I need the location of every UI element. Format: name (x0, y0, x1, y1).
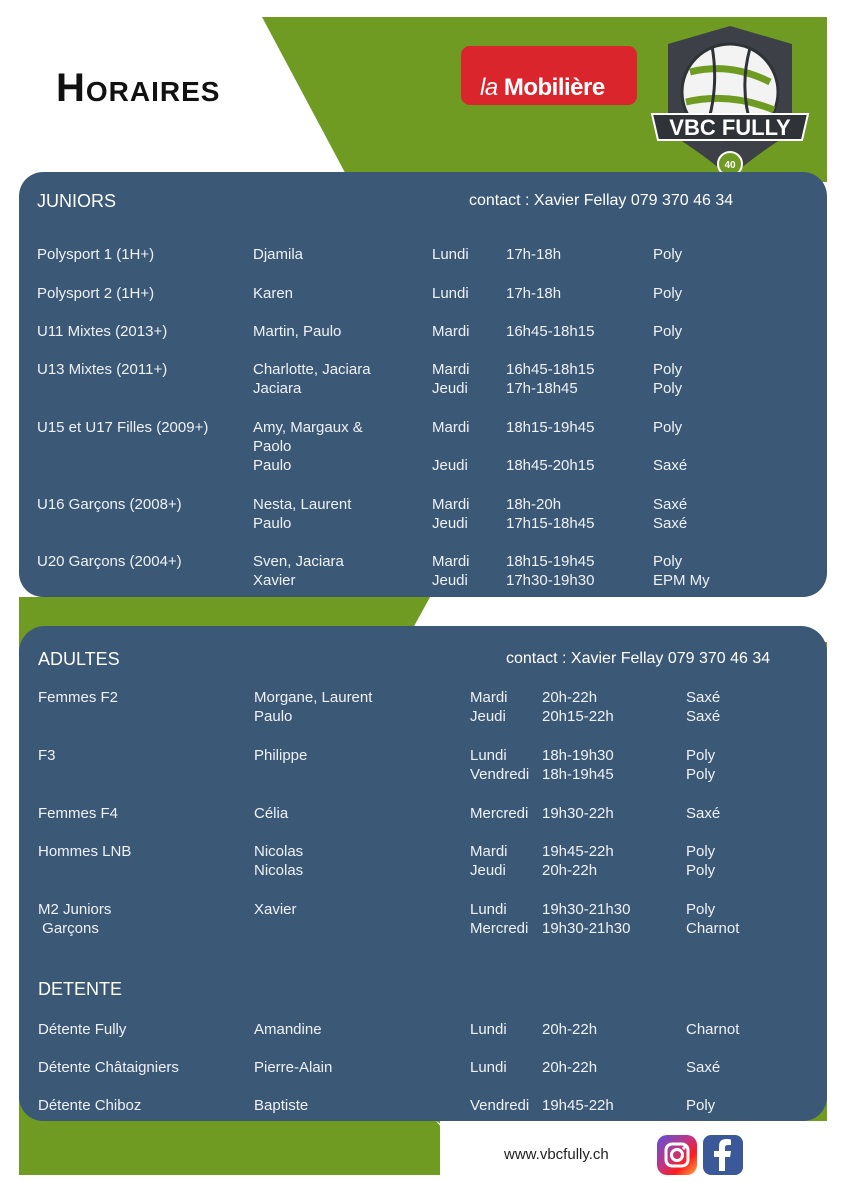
juniors-title: JUNIORS (37, 191, 117, 211)
detente-day: Vendredi (470, 1097, 530, 1114)
adultes-day: Lundi Vendredi (470, 747, 530, 783)
juniors-day: Mardi Jeudi (432, 553, 470, 589)
juniors-place: Poly (653, 323, 683, 340)
adultes-time: 18h-19h30 18h-19h45 (542, 747, 614, 783)
detente-place: Saxé (686, 1059, 721, 1076)
juniors-panel (19, 172, 827, 597)
adultes-team: M2 Juniors Garçons (38, 901, 112, 937)
detente-team: Détente Fully (38, 1021, 127, 1038)
adultes-place: Saxé (686, 805, 721, 822)
adultes-time: 19h30-22h (542, 805, 614, 822)
adultes-day: Mercredi (470, 805, 529, 822)
juniors-coach: Charlotte, Jaciara Jaciara (253, 361, 371, 397)
juniors-team: U15 et U17 Filles (2009+) (37, 419, 209, 436)
detente-coach: Amandine (254, 1021, 322, 1038)
logo-text: VBC FULLY (669, 115, 791, 140)
logo-badge: 40 (724, 160, 736, 171)
juniors-place: Poly (653, 285, 683, 302)
juniors-day: Mardi Jeudi (432, 496, 470, 532)
instagram-icon[interactable] (657, 1135, 697, 1175)
juniors-team: U11 Mixtes (2013+) (37, 323, 168, 340)
adultes-place: Poly Poly (686, 843, 716, 879)
detente-time: 19h45-22h (542, 1097, 614, 1114)
adultes-coach: Xavier (254, 901, 297, 918)
adultes-team: Hommes LNB (38, 843, 132, 860)
adultes-day: Mardi Jeudi (470, 843, 508, 879)
detente-coach: Pierre-Alain (254, 1059, 333, 1076)
juniors-place: Poly EPM My (653, 553, 710, 589)
juniors-coach: Martin, Paulo (253, 323, 342, 340)
detente-time: 20h-22h (542, 1059, 598, 1076)
juniors-coach: Nesta, Laurent Paulo (253, 496, 352, 532)
detente-day: Lundi (470, 1021, 507, 1038)
adultes-time: 20h-22h 20h15-22h (542, 689, 614, 725)
detente-place: Poly (686, 1097, 716, 1114)
detente-title: DETENTE (38, 979, 123, 999)
juniors-day: Mardi (432, 323, 470, 340)
juniors-time: 16h45-18h15 (506, 323, 595, 340)
juniors-place: Saxé Saxé (653, 496, 688, 532)
detente-coach: Baptiste (254, 1097, 309, 1114)
juniors-time: 17h-18h (506, 246, 562, 263)
website-link[interactable]: www.vbcfully.ch (504, 1146, 609, 1163)
juniors-team: U16 Garçons (2008+) (37, 496, 182, 513)
adultes-time: 19h30-21h30 19h30-21h30 (542, 901, 631, 937)
detente-team: Détente Chiboz (38, 1097, 142, 1114)
juniors-place: Poly Poly (653, 361, 683, 397)
detente-day: Lundi (470, 1059, 507, 1076)
juniors-contact: contact : Xavier Fellay 079 370 46 34 (469, 192, 734, 209)
page-title: Horaires (56, 66, 221, 110)
adultes-day: Lundi Mercredi (470, 901, 529, 937)
adultes-panel (19, 626, 827, 1121)
juniors-coach: Sven, Jaciara Xavier (253, 553, 344, 589)
juniors-coach: Amy, Margaux & Paolo Paulo (253, 419, 363, 474)
adultes-team: Femmes F4 (38, 805, 119, 822)
detente-team: Détente Châtaigniers (38, 1059, 179, 1076)
adultes-coach: Morgane, Laurent Paulo (254, 689, 373, 725)
juniors-team: Polysport 1 (1H+) (37, 246, 155, 263)
detente-place: Charnot (686, 1021, 740, 1038)
sponsor-prefix: la (480, 74, 498, 101)
juniors-place: Poly Saxé (653, 419, 688, 474)
juniors-team: U20 Garçons (2004+) (37, 553, 182, 570)
adultes-time: 19h45-22h 20h-22h (542, 843, 614, 879)
adultes-team: Femmes F2 (38, 689, 119, 706)
adultes-place: Poly Charnot (686, 901, 740, 937)
facebook-icon[interactable] (703, 1135, 743, 1175)
juniors-place: Poly (653, 246, 683, 263)
club-logo-icon (650, 22, 810, 192)
juniors-day: Lundi (432, 285, 469, 302)
sponsor-logo (461, 46, 637, 105)
sponsor-name: Mobilière (503, 74, 605, 101)
adultes-coach: Célia (254, 805, 289, 822)
adultes-title: ADULTES (38, 649, 120, 669)
juniors-time: 17h-18h (506, 285, 562, 302)
juniors-time: 16h45-18h15 17h-18h45 (506, 361, 595, 397)
juniors-coach: Karen (253, 285, 294, 302)
adultes-day: Mardi Jeudi (470, 689, 508, 725)
adultes-contact: contact : Xavier Fellay 079 370 46 34 (506, 650, 771, 667)
adultes-place: Poly Poly (686, 747, 716, 783)
juniors-day: Lundi (432, 246, 469, 263)
adultes-coach: Philippe (254, 747, 308, 764)
adultes-place: Saxé Saxé (686, 689, 721, 725)
juniors-coach: Djamila (253, 246, 304, 263)
juniors-time: 18h-20h 17h15-18h45 (506, 496, 595, 532)
juniors-time: 18h15-19h45 17h30-19h30 (506, 553, 595, 589)
juniors-day: Mardi Jeudi (432, 361, 470, 397)
adultes-coach: Nicolas Nicolas (254, 843, 304, 879)
juniors-day: Mardi Jeudi (432, 419, 470, 474)
juniors-time: 18h15-19h45 18h45-20h15 (506, 419, 595, 474)
detente-time: 20h-22h (542, 1021, 598, 1038)
adultes-team: F3 (38, 747, 56, 764)
juniors-team: Polysport 2 (1H+) (37, 285, 155, 302)
juniors-team: U13 Mixtes (2011+) (37, 361, 168, 378)
